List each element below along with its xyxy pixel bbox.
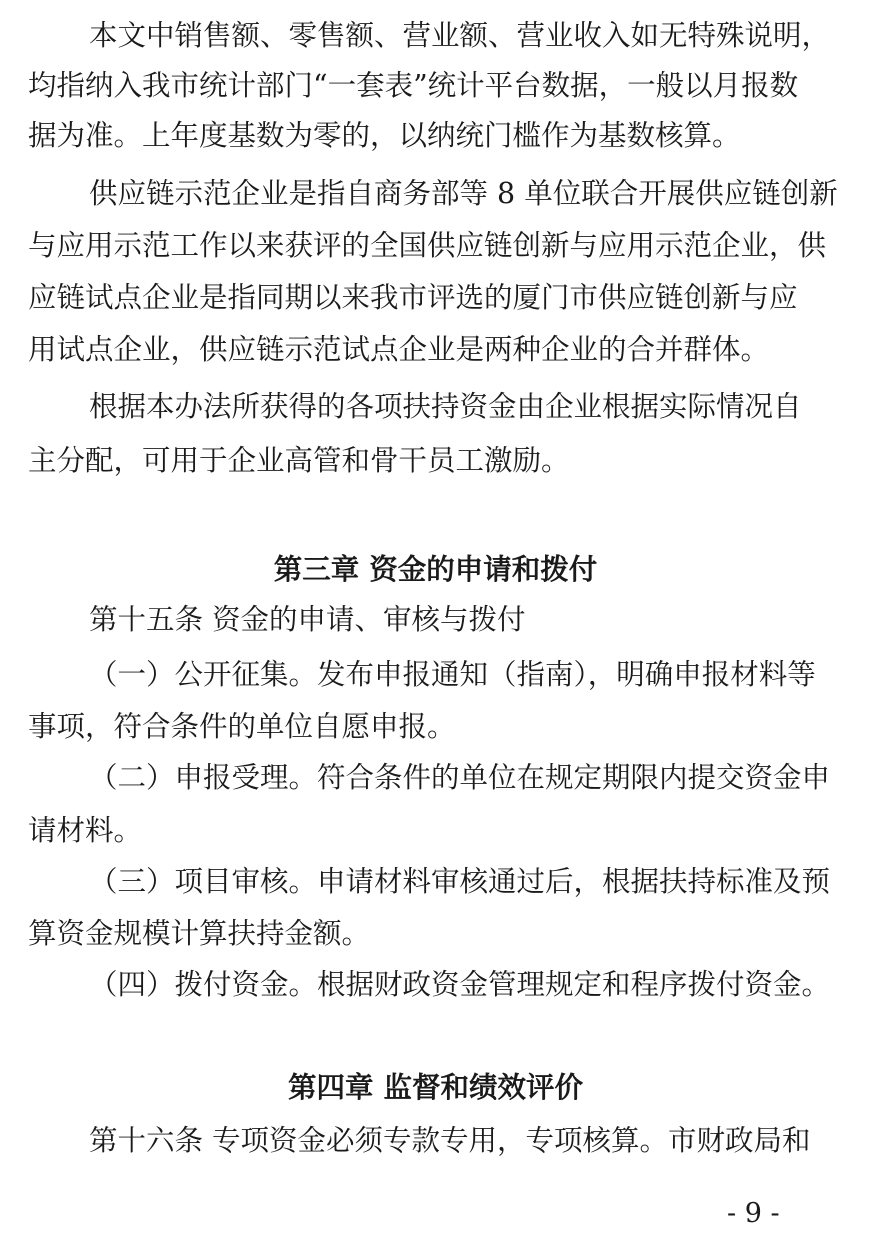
paragraph-line: 均指纳入我市统计部门“一套表”统计平台数据，一般以月报数 bbox=[28, 69, 799, 102]
paragraph-line: 事项，符合条件的单位自愿申报。 bbox=[28, 710, 456, 743]
article-title: 第十五条 资金的申请、审核与拨付 bbox=[89, 603, 526, 636]
paragraph-line: 应链试点企业是指同期以来我市评选的厦门市供应链创新与应 bbox=[28, 281, 798, 314]
paragraph-line: 主分配，可用于企业高管和骨干员工激励。 bbox=[28, 444, 570, 477]
chapter-heading: 第三章 资金的申请和拨付 bbox=[273, 553, 598, 586]
paragraph-line: （二）申报受理。符合条件的单位在规定期限内提交资金申 bbox=[89, 761, 831, 794]
paragraph-line: （三）项目审核。申请材料审核通过后，根据扶持标准及预 bbox=[89, 865, 831, 898]
paragraph-line: 第十六条 专项资金必须专款专用，专项核算。市财政局和 bbox=[89, 1124, 811, 1157]
paragraph-line: 据为准。上年度基数为零的，以纳统门槛作为基数核算。 bbox=[28, 119, 741, 152]
paragraph-line: 供应链示范企业是指自商务部等 8 单位联合开展供应链创新 bbox=[89, 177, 838, 210]
paragraph-line: 用试点企业，供应链示范试点企业是两种企业的合并群体。 bbox=[28, 333, 770, 366]
paragraph-line: （四）拨付资金。根据财政资金管理规定和程序拨付资金。 bbox=[89, 968, 831, 1001]
chapter-heading: 第四章 监督和绩效评价 bbox=[288, 1071, 583, 1104]
paragraph-line: （一）公开征集。发布申报通知（指南），明确申报材料等 bbox=[89, 658, 816, 691]
page-number: - 9 - bbox=[727, 1198, 780, 1229]
paragraph-line: 请材料。 bbox=[28, 814, 143, 847]
paragraph-line: 与应用示范工作以来获评的全国供应链创新与应用示范企业，供 bbox=[28, 229, 827, 262]
paragraph-line: 根据本办法所获得的各项扶持资金由企业根据实际情况自 bbox=[89, 390, 802, 423]
paragraph-line: 本文中销售额、零售额、营业额、营业收入如无特殊说明， bbox=[89, 19, 831, 52]
paragraph-line: 算资金规模计算扶持金额。 bbox=[28, 917, 371, 950]
